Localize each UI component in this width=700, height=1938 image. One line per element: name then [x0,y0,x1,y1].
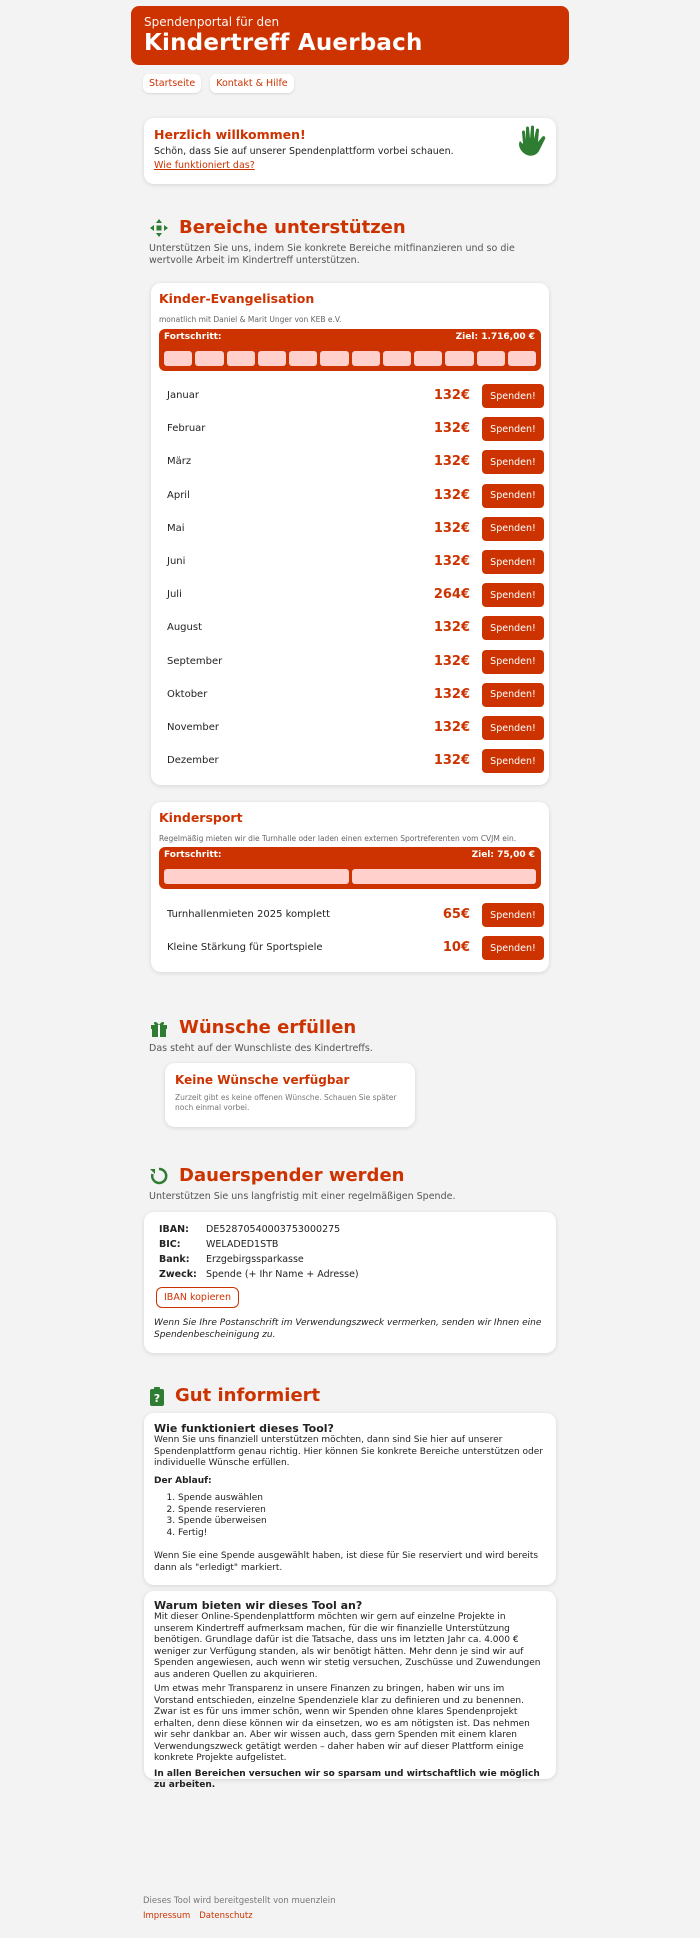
donation-item-name: Juli [167,589,182,601]
nav-start-button[interactable]: Startseite [143,74,201,93]
welcome-card [144,118,556,184]
donation-item-name: Dezember [167,755,219,767]
bank-details-table [159,1222,359,1282]
project-subtitle: monatlich mit Daniel & Marit Unger von KEB e.V. [159,315,342,324]
donation-row [167,583,544,607]
donation-amount: 132€ [433,487,470,503]
recurring-desc: Unterstützen Sie uns langfristig mit einer regelmäßigen Spende. [149,1191,456,1202]
donation-amount: 132€ [433,554,470,569]
donation-amount: 132€ [433,753,470,769]
recurring-section-title [149,1165,404,1186]
top-nav [143,74,294,93]
bank-details-card [144,1212,556,1353]
donate-button[interactable]: Spenden! [482,550,544,574]
donation-row [167,484,544,508]
progress-goal: Ziel: 1.716,00 € [455,332,535,342]
page-header [131,6,569,65]
donation-amount: 132€ [433,388,470,403]
wishes-desc: Das steht auf der Wunschliste des Kindertreffs. [149,1043,373,1054]
footer [143,1896,336,1921]
progress-segments [164,351,536,366]
bank-label: Bank: [159,1254,190,1265]
wishes-section-title [149,1017,356,1038]
donation-amount: 132€ [433,421,470,437]
progress-label: Fortschritt: [164,850,222,860]
donate-button[interactable]: Spenden! [482,583,544,607]
gift-icon [149,1018,169,1038]
donation-amount: 65€ [442,907,470,922]
steps-list [178,1493,546,1539]
clipboard-question-icon [149,1386,165,1406]
donate-button[interactable]: Spenden! [482,517,544,541]
donation-row [167,936,544,960]
project-card-kinder-evangelisation [151,283,549,785]
donate-button[interactable]: Spenden! [482,484,544,508]
donate-button[interactable]: Spenden! [482,650,544,674]
how-it-works-link[interactable]: Wie funktioniert das? [154,160,255,171]
list-item: 2. Spende reservieren [178,1505,546,1517]
faq-answer-3: In allen Bereichen versuchen wir so sparsam und wirtschaftlich wie möglich zu arbeiten. [154,1768,540,1790]
wishes-title: Wünsche erfüllen [179,1017,357,1038]
donation-amount: 132€ [433,686,470,702]
iban-value: DE52870540003753000275 [206,1224,341,1235]
purpose-value: Spende (+ Ihr Name + Adresse) [206,1269,359,1280]
purpose-label: Zweck: [159,1269,197,1280]
donate-button[interactable]: Spenden! [482,749,544,773]
project-title: Kindersport [159,810,243,825]
donation-amount: 264€ [433,587,470,603]
project-card-kindersport [151,802,549,972]
faq-question: Wie funktioniert dieses Tool? [154,1422,334,1435]
donation-row [167,650,544,674]
nav-contact-button[interactable]: Kontakt & Hilfe [210,74,293,93]
donation-item-name: Januar [167,390,199,401]
no-wishes-title: Keine Wünsche verfügbar [175,1073,350,1087]
areas-title: Bereiche unterstützen [179,217,406,238]
imprint-link[interactable]: Impressum [143,1911,191,1921]
footer-text: Dieses Tool wird bereitgestellt von muenzlein [143,1896,336,1906]
list-item: 3. Spende überweisen [178,1516,546,1528]
donation-row [167,683,544,707]
no-wishes-text: Zurzeit gibt es keine offenen Wünsche. Schauen Sie später noch einmal vorbei. [175,1093,397,1112]
donate-button[interactable]: Spenden! [482,450,544,474]
donation-row [167,450,544,474]
bank-value: Erzgebirgssparkasse [206,1254,304,1265]
project-title: Kinder-Evangelisation [159,291,315,306]
progress-segment [414,351,442,366]
progress-segment [477,351,505,366]
list-item: 1. Spende auswählen [178,1493,546,1505]
welcome-title: Herzlich willkommen! [154,127,306,142]
donation-row [167,716,544,740]
donation-row [167,749,544,773]
donation-row [167,417,544,441]
donation-item-name: Turnhallenmieten 2025 komplett [167,909,331,920]
privacy-link[interactable]: Datenschutz [199,1911,253,1921]
donation-item-name: Februar [167,423,206,435]
donate-button[interactable]: Spenden! [482,683,544,707]
progress-segment [164,351,192,366]
donation-row [167,550,544,574]
areas-icon [149,218,169,238]
donation-item-name: März [167,456,192,468]
donation-amount: 132€ [433,720,470,735]
faq-answer: Mit dieser Online-Spendenplattform möchten wir gern auf einzelne Projekte in unserem Kindertreff aufmerksam machen, für die wir finanzielle Unterstützung benötigen. Grundlage dafür ist die Tatsache, dass uns im letzten Jahr ca. 4.000 € weniger zur Verfügung standen, als wir benötigt hätten. Mehr denn je sind wir auf Spenden angewiesen, auch wenn wir stetig versuchen, Zuschüsse und Zuwendungen aus anderen Quellen zu akquirieren. [154,1612,541,1680]
steps-title: Der Ablauf: [154,1475,212,1486]
donation-item-name: April [167,489,190,501]
donate-button[interactable]: Spenden! [482,936,544,960]
donation-amount: 132€ [433,620,470,636]
donation-item-name: Mai [167,522,185,534]
faq-answer-2: Um etwas mehr Transparenz in unsere Finanzen zu bringen, haben wir uns im Vorstand entschieden, einzelne Spendenziele klar zu definieren und zu benennen. Zwar ist es für uns immer schön, wenn wir Spenden ohne klares Spendenprojekt erhalten, denn diese können wir da einsetzen, wo es am nötigsten ist. Das nehmen wir sehr dankbar an. Aber wir wissen auch, dass gern Spenden mit einem klaren Verwendungszweck getätigt werden – daher haben wir auf dieser Plattform einige konkrete Projekte aufgelistet. [154,1684,530,1763]
progress-goal: Ziel: 75,00 € [471,850,535,860]
progress-segment [383,351,411,366]
donation-item-name: November [167,722,220,733]
donation-row [167,903,544,927]
progress-bar [159,847,541,889]
copy-iban-button[interactable]: IBAN kopieren [156,1287,239,1308]
donation-row [167,616,544,640]
progress-segment [508,351,536,366]
progress-segment [195,351,223,366]
project-subtitle: Regelmäßig mieten wir die Turnhalle oder laden einen externen Sportreferenten vom CVJM ein. [159,834,517,843]
donate-button[interactable]: Spenden! [482,903,544,927]
bic-label: BIC: [159,1239,181,1250]
progress-segment [352,351,380,366]
donation-item-name: Kleine Stärkung für Sportspiele [167,942,323,953]
progress-segment [258,351,286,366]
donation-item-name: Juni [167,556,186,567]
areas-section-title [149,217,406,238]
svg-text:?: ? [153,1391,161,1405]
donate-button[interactable]: Spenden! [482,616,544,640]
waving-hand-icon [516,124,548,158]
faq-card-why [144,1591,556,1790]
receipt-note: Wenn Sie Ihre Postanschrift im Verwendungszweck vermerken, senden wir Ihnen eine Spendenbescheinigung zu. [154,1318,542,1340]
progress-segment [227,351,255,366]
progress-segment [352,869,537,884]
donation-item-name: September [167,655,223,667]
donation-item-name: August [167,622,202,634]
donate-button[interactable]: Spenden! [482,384,544,408]
donation-row [167,384,544,408]
refresh-icon [149,1166,169,1186]
donation-row [167,517,544,541]
progress-segment [445,351,473,366]
info-section-title [149,1385,320,1406]
faq-answer: Wenn Sie uns finanziell unterstützen möchten, dann sind Sie hier auf unserer Spendenplattform genau richtig. Hier können Sie konkrete Bereiche unterstützen oder individuelle Wünsche erfüllen. [154,1435,543,1468]
list-item: 4. Fertig! [178,1528,546,1540]
donation-amount: 132€ [433,520,470,536]
no-wishes-card [165,1063,415,1127]
bic-value: WELADED1STB [206,1239,279,1250]
areas-desc: Unterstützen Sie uns, indem Sie konkrete Bereiche mitfinanzieren und so die wertvolle Arbeit im Kindertreff unterstützen. [149,243,515,266]
donate-button[interactable]: Spenden! [482,417,544,441]
faq-question: Warum bieten wir dieses Tool an? [154,1599,363,1612]
progress-segment [320,351,348,366]
progress-segments [164,869,536,884]
progress-bar [159,329,541,371]
welcome-text: Schön, dass Sie auf unserer Spendenplattform vorbei schauen. [154,146,454,157]
donation-amount: 10€ [442,940,470,955]
donation-amount: 132€ [433,653,470,669]
progress-segment [289,351,317,366]
progress-label: Fortschritt: [164,332,222,342]
faq-card-how [144,1413,556,1585]
donation-amount: 132€ [433,454,470,470]
header-title: Kindertreff Auerbach [144,30,423,56]
recurring-title: Dauerspender werden [179,1165,405,1186]
donate-button[interactable]: Spenden! [482,716,544,740]
donation-item-name: Oktober [167,688,208,700]
faq-answer-extra: Wenn Sie eine Spende ausgewählt haben, ist diese für Sie reserviert und wird bereits dann als "erledigt" markiert. [154,1551,539,1573]
iban-label: IBAN: [159,1224,189,1235]
info-title: Gut informiert [175,1385,321,1406]
progress-segment [164,869,349,884]
header-subtitle: Spendenportal für den [144,15,280,29]
